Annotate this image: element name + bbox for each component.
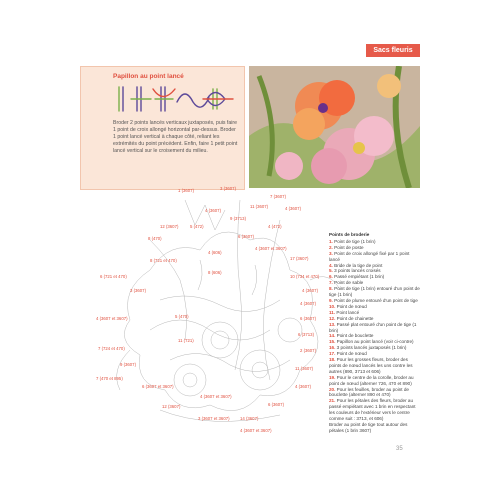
pattern-label: 17 (3607)	[290, 256, 309, 261]
section-tag: Sacs fleuris	[366, 44, 420, 57]
legend-item-number: 15.	[329, 339, 336, 345]
page-number: 35	[396, 446, 403, 452]
legend-item-number: 17.	[329, 351, 336, 357]
legend-item-text: Passé plat entouré d'un point de tige (1 brin)	[329, 321, 417, 333]
pattern-label: 4 (3607)	[302, 288, 319, 293]
legend-item-text: Bride de la tige de point	[334, 262, 383, 268]
legend-item-number: 20.	[329, 386, 336, 392]
legend-item-text: Point de plume entouré d'un point de tige	[334, 297, 418, 303]
pattern-label: 9 (3607)	[120, 362, 137, 367]
pattern-label: 14 (3607)	[240, 416, 259, 421]
embroidery-photo	[249, 66, 420, 188]
legend-item	[329, 387, 421, 399]
pattern-label: 6 (3607)	[300, 316, 317, 321]
pattern-label: 12 (3607)	[162, 404, 181, 409]
legend-item-number: 19.	[329, 374, 336, 380]
legend-item-number: 7.	[329, 280, 333, 286]
legend-item	[329, 422, 421, 434]
pattern-label: 3 (3607)	[130, 288, 147, 293]
pattern-label: 8 (721 et 470)	[150, 258, 177, 263]
pattern-label: 11 (721)	[178, 338, 194, 343]
pattern-label: 8 (606)	[208, 270, 222, 275]
legend-item-text: 3 points lancés juxtaposés (1 brin)	[336, 345, 407, 351]
legend-item	[329, 286, 421, 298]
pattern-label: 6 (3607)	[238, 234, 255, 239]
legend-item-text: Point de tige (1 brin)	[334, 238, 376, 244]
pattern-label: 8 (470)	[148, 236, 162, 241]
pattern-label: 10 (734 et 470)	[290, 274, 320, 279]
legend-item-number: 10.	[329, 303, 336, 309]
pattern-label: 4 (472)	[268, 224, 282, 229]
legend-item-number: 6.	[329, 274, 333, 280]
legend-title: Points de broderie	[329, 232, 370, 237]
legend-item-number: 13.	[329, 321, 336, 327]
legend-item-text: Pour le centre de la corolle, broder au point de nœud (alterner 726, 470 et 890)	[329, 374, 414, 386]
legend-item-text: Pour les feuilles, broder au point de bouclette (alterner 890 et 470)	[329, 386, 409, 398]
legend-item-number: 14.	[329, 333, 336, 339]
legend-item-number: 21.	[329, 398, 336, 404]
pattern-label: 11 (3607)	[250, 204, 269, 209]
pattern-label: 9 (3713)	[230, 216, 247, 221]
stitch-instructions: Broder 2 points lancés verticaux juxtaposés, puis faire 1 point de croix allongé horizontal par-dessus. Broder 1 point lancé vertical à chaque côté, reliant les extrémités du point précédent. Enfin, faire 1 petit point lancé vertical sur le croisement du milieu.	[113, 120, 238, 154]
pattern-label: 3 (3607 et 3607)	[198, 416, 230, 421]
legend-item-text: 3 points lancés croisés	[334, 268, 381, 274]
legend-item-text: Passé empiétant (1 brin)	[334, 274, 385, 280]
stitch-title: Papillon au point lancé	[113, 73, 184, 80]
legend-item-text: Point de tige (1 brin) entouré d'un point de tige (1 brin)	[329, 286, 420, 298]
legend-item-number: 5.	[329, 268, 333, 274]
legend-item-number: 8.	[329, 286, 333, 292]
legend-item-text: Pour les grosses fleurs, broder des points de nœud lancés les uns contre les autres (890, 3713 et 606)	[329, 357, 413, 374]
pattern-label: 4 (3607)	[300, 301, 317, 306]
legend-item-text: Papillon au point lancé (voir ci-contre)	[336, 339, 414, 345]
legend-item-text: Point lancé	[336, 309, 360, 315]
legend-item	[329, 251, 421, 263]
embroidery-pattern	[90, 180, 355, 440]
pattern-label: 4 (3607 et 3607)	[200, 394, 232, 399]
pattern-label: 7 (470 et 895)	[96, 376, 123, 381]
legend-item-text: Pour les pétales des fleurs, broder au passé empiétant avec 1 brin en respectant les couleurs de l'extérieur vers le centre comme suit : 3713, et 606)	[329, 398, 416, 422]
legend-item-text: Broder au point de tige tout autour des pétales (1 brin 3607)	[329, 422, 408, 433]
legend-item	[329, 398, 421, 422]
pattern-label: 4 (3607)	[285, 206, 302, 211]
legend-item-number: 2.	[329, 244, 333, 250]
legend-item-text: Point de nœud	[336, 303, 367, 309]
pattern-label: 2 (3607)	[300, 348, 317, 353]
pattern-label: 4 (3607)	[295, 384, 312, 389]
pattern-label: 4 (3607 et 3607)	[96, 316, 128, 321]
legend-item	[329, 322, 421, 334]
pattern-label: 6 (3713)	[298, 332, 315, 337]
legend-item-number: 9.	[329, 297, 333, 303]
pattern-label: 6 (3607)	[268, 402, 285, 407]
legend-item-text: Point de bouclette	[336, 333, 374, 339]
pattern-label: 1 (3607)	[178, 188, 195, 193]
pattern-label: 11 (3607)	[295, 366, 314, 371]
legend-item-text: Point de nœud	[336, 351, 367, 357]
legend-item-number: 11.	[329, 309, 336, 315]
pattern-label: 3 (3607)	[220, 186, 237, 191]
stitch-diagram	[113, 84, 241, 114]
legend-item-number: 18.	[329, 357, 336, 363]
legend-list	[329, 239, 421, 434]
pattern-label: 6 (3607 et 3607)	[142, 384, 174, 389]
legend-item-number: 4.	[329, 262, 333, 268]
legend-item-text: Point de chainette	[336, 315, 374, 321]
pattern-label: 4 (606)	[208, 250, 222, 255]
legend-item-text: Point de poste	[334, 244, 364, 250]
pattern-label: 4 (3607 et 3607)	[240, 428, 272, 433]
legend-item-text: Point de sable	[334, 280, 364, 286]
legend-item	[329, 357, 421, 375]
legend-item	[329, 375, 421, 387]
pattern-label: 5 (472)	[190, 224, 204, 229]
pattern-label: 5 (470)	[175, 314, 189, 319]
pattern-label: 12 (3607)	[160, 224, 179, 229]
pattern-label: 7 (3607)	[270, 194, 287, 199]
legend-item-text: Point de croix allongé fixé par 1 point lancé	[329, 250, 410, 262]
stitch-legend	[329, 232, 421, 434]
pattern-label: 4 (3607)	[205, 208, 222, 213]
pattern-label: 7 (724 et 470)	[98, 346, 125, 351]
pattern-label: 4 (3607 et 3607)	[255, 246, 287, 251]
legend-item-number: 1.	[329, 238, 333, 244]
legend-item-number: 16.	[329, 345, 336, 351]
legend-item-number: 3.	[329, 250, 333, 256]
legend-item-number: 12.	[329, 315, 336, 321]
pattern-label: 6 (721 et 470)	[100, 274, 127, 279]
